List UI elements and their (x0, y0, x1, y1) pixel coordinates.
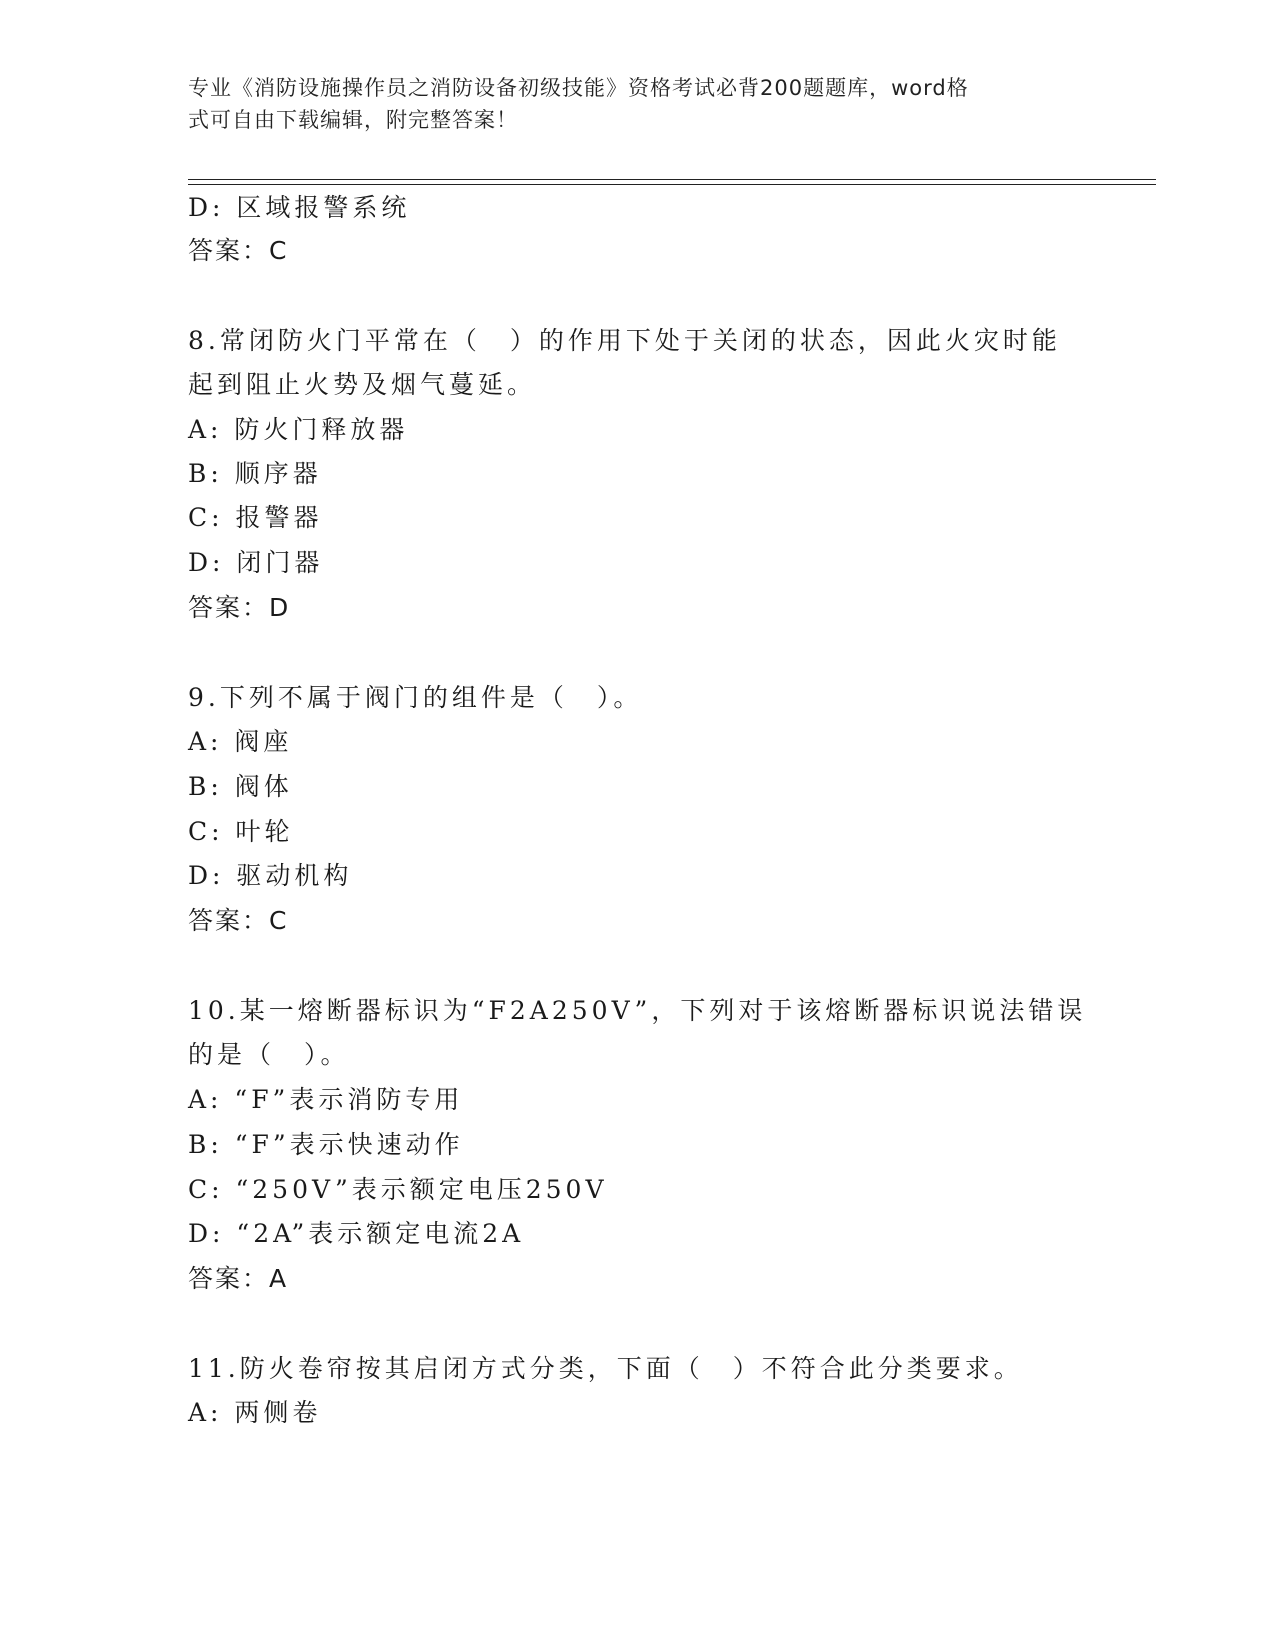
question-11-option-a: A: 两侧卷 (188, 1398, 322, 1427)
question-10-stem-line-2: 的是（ ）。 (188, 1040, 350, 1069)
question-10-stem-line-1: 10.某一熔断器标识为“F2A250V”，下列对于该熔断器标识说法错误 (188, 996, 1087, 1025)
question-9-option-b: B: 阀体 (188, 772, 293, 801)
question-9-option-d: D: 驱动机构 (188, 861, 353, 890)
question-8-option-a: A: 防火门释放器 (188, 415, 409, 444)
page-header (188, 72, 1078, 136)
question-10-option-b: B: “F”表示快速动作 (188, 1130, 464, 1159)
question-11-stem: 11.防火卷帘按其启闭方式分类，下面（ ）不符合此分类要求。 (188, 1354, 1023, 1383)
question-10-option-c: C: “250V”表示额定电压250V (188, 1175, 608, 1204)
question-9-stem: 9.下列不属于阀门的组件是（ ）。 (188, 683, 643, 712)
question-8-answer: 答案：D (188, 593, 291, 622)
question-8-stem-line-2: 起到阻止火势及烟气蔓延。 (188, 370, 537, 399)
question-8-option-c: C: 报警器 (188, 503, 323, 532)
question-8-option-d: D: 闭门器 (188, 548, 324, 577)
header-line-2: 式可自由下载编辑，附完整答案！ (188, 108, 518, 132)
header-line-1: 专业《消防设施操作员之消防设备初级技能》资格考试必背200题题库，word格 (188, 76, 969, 100)
option-d: D: 区域报警系统 (188, 193, 411, 222)
question-10-answer: 答案：A (188, 1264, 289, 1293)
header-divider-top (188, 179, 1156, 180)
header-divider-bottom (188, 184, 1156, 185)
question-8-option-b: B: 顺序器 (188, 459, 322, 488)
question-10-option-a: A: “F”表示消防专用 (188, 1085, 464, 1114)
question-10-option-d: D: “2A”表示额定电流2A (188, 1219, 525, 1248)
question-9-option-a: A: 阀座 (188, 727, 293, 756)
question-9-answer: 答案：C (188, 906, 289, 935)
question-8-stem-line-1: 8.常闭防火门平常在（ ）的作用下处于关闭的状态，因此火灾时能 (188, 326, 1061, 355)
question-9-option-c: C: 叶轮 (188, 817, 294, 846)
answer: 答案：C (188, 236, 289, 265)
